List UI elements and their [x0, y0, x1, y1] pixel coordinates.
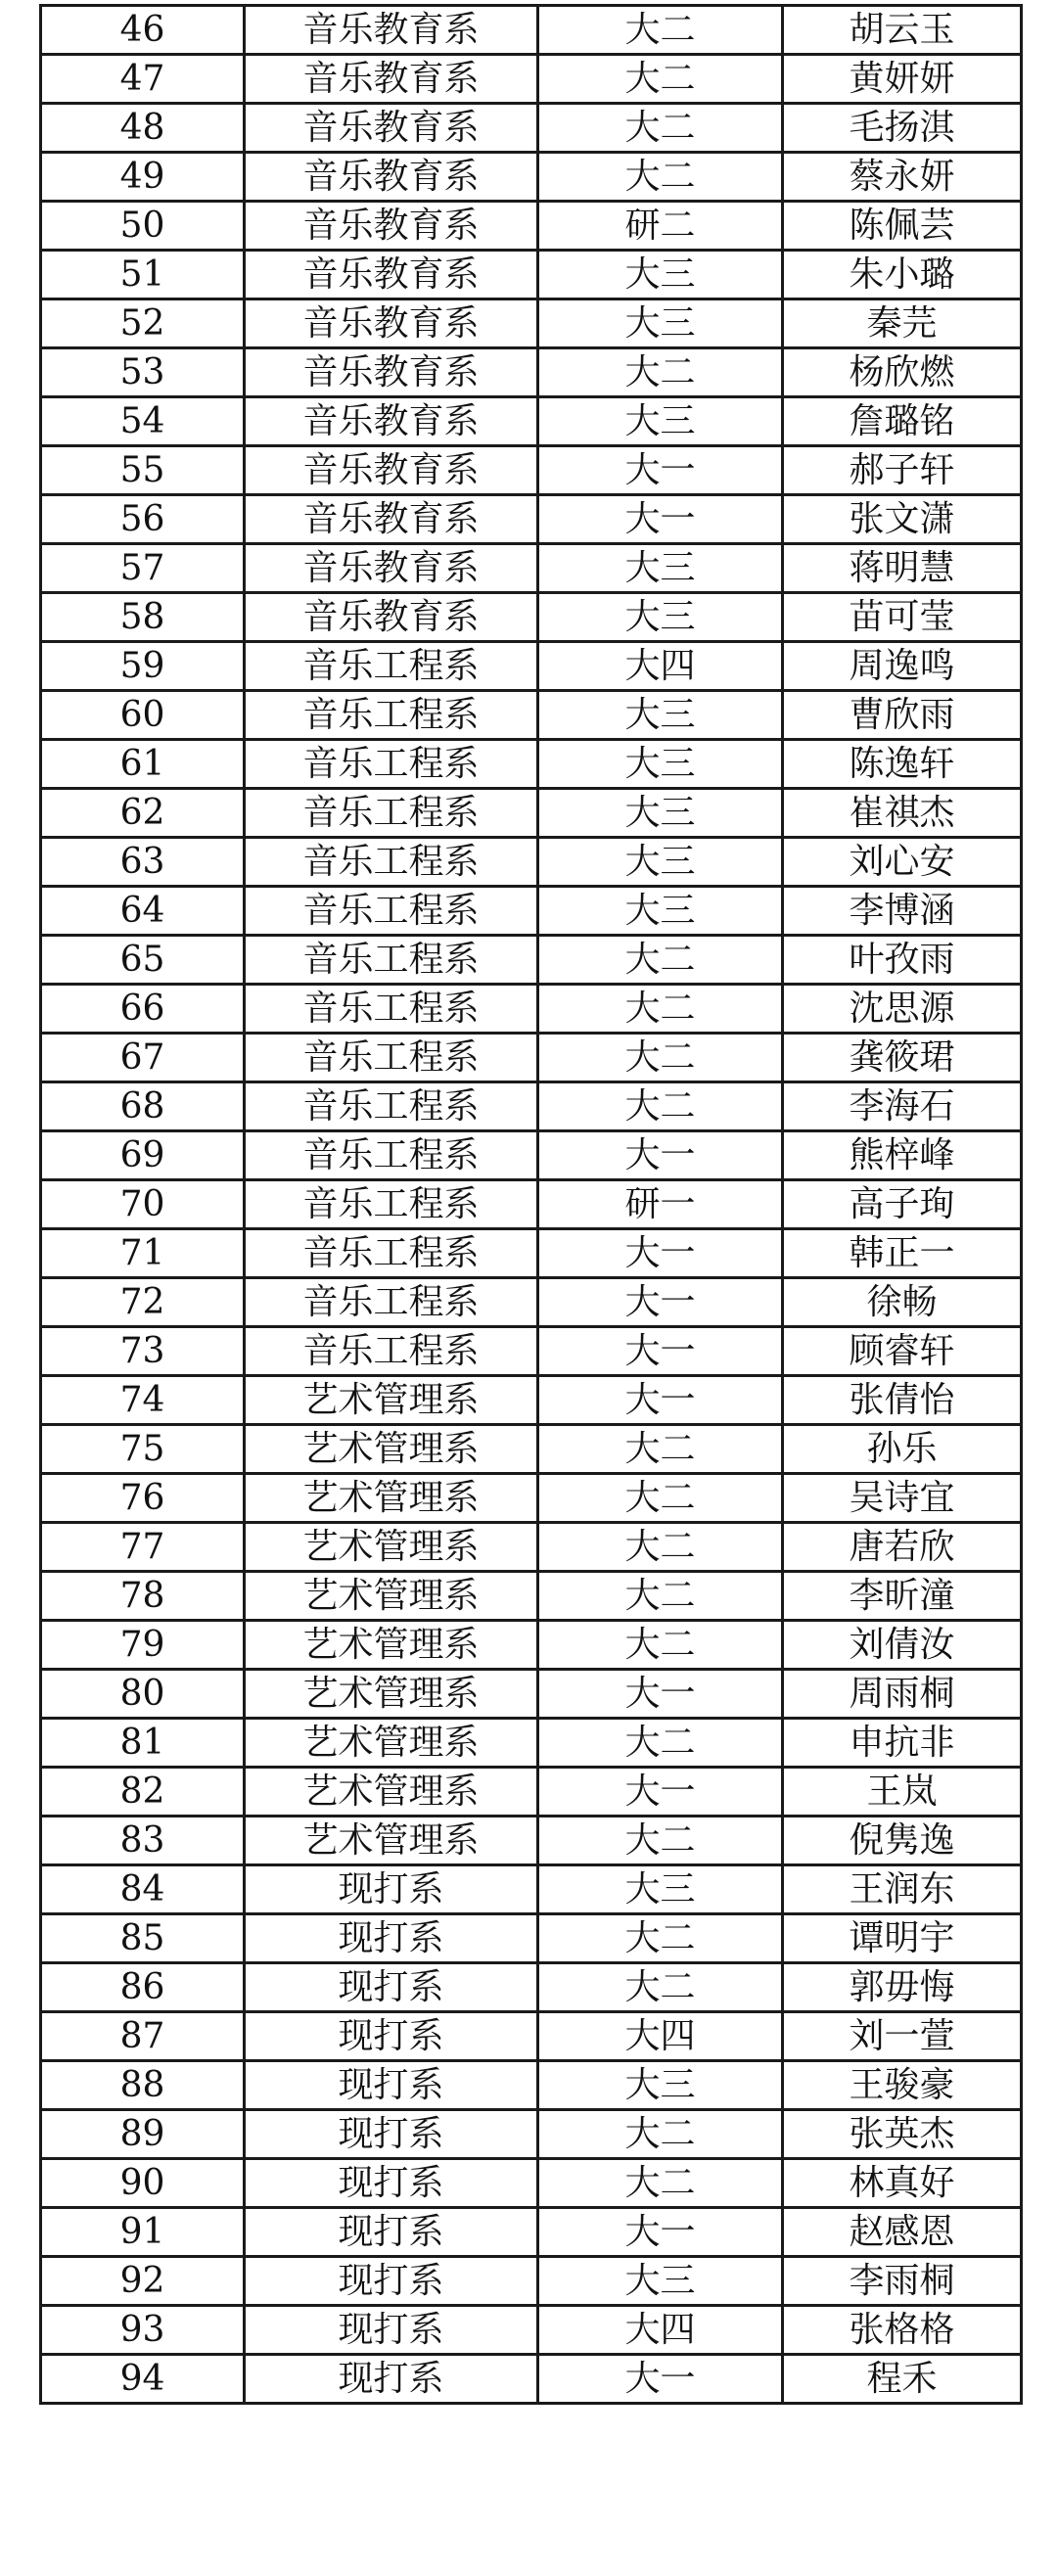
cell-year: 大一 — [538, 1278, 783, 1327]
cell-student-name: 龚筱珺 — [783, 1034, 1022, 1082]
table-row — [41, 1865, 1022, 1914]
cell-department: 音乐工程系 — [245, 740, 538, 789]
table-row — [41, 446, 1022, 495]
cell-student-name: 孙乐 — [783, 1425, 1022, 1474]
table-row — [41, 2355, 1022, 2404]
cell-student-name: 林真好 — [783, 2159, 1022, 2208]
cell-number: 77 — [41, 1523, 245, 1572]
cell-number: 61 — [41, 740, 245, 789]
table-row — [41, 985, 1022, 1034]
cell-department: 音乐教育系 — [245, 544, 538, 593]
table-row — [41, 1914, 1022, 1963]
cell-year: 大一 — [538, 2208, 783, 2257]
cell-department: 音乐工程系 — [245, 691, 538, 740]
cell-department: 音乐教育系 — [245, 495, 538, 544]
cell-year: 大三 — [538, 2061, 783, 2110]
cell-student-name: 张文潇 — [783, 495, 1022, 544]
cell-department: 现打系 — [245, 2257, 538, 2306]
cell-department: 现打系 — [245, 2159, 538, 2208]
cell-number: 58 — [41, 593, 245, 642]
cell-student-name: 王润东 — [783, 1865, 1022, 1914]
cell-department: 音乐教育系 — [245, 55, 538, 104]
cell-number: 91 — [41, 2208, 245, 2257]
cell-department: 音乐工程系 — [245, 887, 538, 936]
cell-department: 音乐工程系 — [245, 985, 538, 1034]
cell-department: 音乐教育系 — [245, 593, 538, 642]
cell-student-name: 叶孜雨 — [783, 936, 1022, 985]
cell-student-name: 刘倩汝 — [783, 1621, 1022, 1670]
cell-year: 大三 — [538, 1865, 783, 1914]
cell-number: 80 — [41, 1670, 245, 1719]
cell-year: 大三 — [538, 299, 783, 348]
cell-department: 音乐工程系 — [245, 1034, 538, 1082]
cell-department: 音乐工程系 — [245, 936, 538, 985]
cell-number: 67 — [41, 1034, 245, 1082]
cell-department: 艺术管理系 — [245, 1719, 538, 1768]
cell-number: 48 — [41, 104, 245, 153]
cell-year: 大二 — [538, 153, 783, 202]
cell-department: 艺术管理系 — [245, 1817, 538, 1865]
cell-student-name: 李海石 — [783, 1082, 1022, 1131]
cell-number: 81 — [41, 1719, 245, 1768]
cell-student-name: 杨欣燃 — [783, 348, 1022, 397]
cell-number: 49 — [41, 153, 245, 202]
cell-student-name: 赵感恩 — [783, 2208, 1022, 2257]
cell-student-name: 谭明宇 — [783, 1914, 1022, 1963]
cell-year: 大三 — [538, 397, 783, 446]
cell-year: 研一 — [538, 1180, 783, 1229]
table-row — [41, 153, 1022, 202]
table-row — [41, 740, 1022, 789]
table-row — [41, 251, 1022, 299]
cell-department: 现打系 — [245, 1914, 538, 1963]
cell-number: 59 — [41, 642, 245, 691]
table-row — [41, 1180, 1022, 1229]
cell-year: 大四 — [538, 2306, 783, 2355]
cell-department: 现打系 — [245, 2061, 538, 2110]
cell-year: 大一 — [538, 2355, 783, 2404]
cell-year: 大一 — [538, 1768, 783, 1817]
cell-year: 大三 — [538, 251, 783, 299]
cell-year: 大二 — [538, 104, 783, 153]
cell-student-name: 沈思源 — [783, 985, 1022, 1034]
cell-number: 54 — [41, 397, 245, 446]
table-row — [41, 1425, 1022, 1474]
cell-number: 84 — [41, 1865, 245, 1914]
cell-student-name: 唐若欣 — [783, 1523, 1022, 1572]
table-row — [41, 936, 1022, 985]
cell-number: 68 — [41, 1082, 245, 1131]
cell-department: 现打系 — [245, 1865, 538, 1914]
cell-year: 大一 — [538, 1229, 783, 1278]
cell-year: 大二 — [538, 936, 783, 985]
table-row — [41, 1474, 1022, 1523]
roster-table-container — [39, 4, 1020, 2405]
roster-table-body — [41, 6, 1022, 2404]
table-row — [41, 1523, 1022, 1572]
cell-number: 56 — [41, 495, 245, 544]
cell-year: 大二 — [538, 1621, 783, 1670]
cell-department: 现打系 — [245, 2306, 538, 2355]
cell-student-name: 程禾 — [783, 2355, 1022, 2404]
table-row — [41, 2159, 1022, 2208]
table-row — [41, 2208, 1022, 2257]
cell-year: 大二 — [538, 1719, 783, 1768]
cell-department: 音乐教育系 — [245, 104, 538, 153]
cell-year: 大三 — [538, 544, 783, 593]
cell-student-name: 苗可莹 — [783, 593, 1022, 642]
cell-department: 音乐工程系 — [245, 1229, 538, 1278]
table-row — [41, 1963, 1022, 2012]
cell-number: 92 — [41, 2257, 245, 2306]
cell-year: 大二 — [538, 55, 783, 104]
cell-number: 66 — [41, 985, 245, 1034]
table-row — [41, 348, 1022, 397]
cell-number: 85 — [41, 1914, 245, 1963]
cell-student-name: 蔡永妍 — [783, 153, 1022, 202]
table-row — [41, 202, 1022, 251]
cell-year: 大一 — [538, 1376, 783, 1425]
cell-year: 大二 — [538, 1523, 783, 1572]
cell-number: 60 — [41, 691, 245, 740]
cell-number: 87 — [41, 2012, 245, 2061]
cell-year: 大三 — [538, 593, 783, 642]
cell-year: 研二 — [538, 202, 783, 251]
table-row — [41, 397, 1022, 446]
cell-number: 63 — [41, 838, 245, 887]
cell-student-name: 李雨桐 — [783, 2257, 1022, 2306]
cell-number: 70 — [41, 1180, 245, 1229]
cell-student-name: 李昕潼 — [783, 1572, 1022, 1621]
cell-student-name: 詹璐铭 — [783, 397, 1022, 446]
cell-department: 音乐工程系 — [245, 1327, 538, 1376]
cell-department: 音乐教育系 — [245, 446, 538, 495]
cell-number: 65 — [41, 936, 245, 985]
cell-number: 90 — [41, 2159, 245, 2208]
cell-year: 大二 — [538, 1425, 783, 1474]
cell-student-name: 毛扬淇 — [783, 104, 1022, 153]
cell-department: 音乐工程系 — [245, 1082, 538, 1131]
cell-student-name: 蒋明慧 — [783, 544, 1022, 593]
cell-number: 86 — [41, 1963, 245, 2012]
cell-year: 大二 — [538, 1572, 783, 1621]
cell-student-name: 王骏豪 — [783, 2061, 1022, 2110]
cell-number: 51 — [41, 251, 245, 299]
cell-year: 大三 — [538, 740, 783, 789]
cell-student-name: 周雨桐 — [783, 1670, 1022, 1719]
cell-number: 78 — [41, 1572, 245, 1621]
table-row — [41, 1670, 1022, 1719]
cell-student-name: 崔祺杰 — [783, 789, 1022, 838]
cell-number: 75 — [41, 1425, 245, 1474]
cell-year: 大三 — [538, 691, 783, 740]
cell-student-name: 朱小璐 — [783, 251, 1022, 299]
cell-department: 音乐教育系 — [245, 299, 538, 348]
cell-student-name: 陈逸轩 — [783, 740, 1022, 789]
table-row — [41, 838, 1022, 887]
cell-number: 62 — [41, 789, 245, 838]
table-row — [41, 6, 1022, 55]
table-row — [41, 1082, 1022, 1131]
table-row — [41, 2110, 1022, 2159]
cell-department: 艺术管理系 — [245, 1621, 538, 1670]
cell-number: 93 — [41, 2306, 245, 2355]
table-row — [41, 1034, 1022, 1082]
cell-department: 音乐教育系 — [245, 202, 538, 251]
cell-number: 46 — [41, 6, 245, 55]
cell-department: 音乐教育系 — [245, 348, 538, 397]
table-row — [41, 2257, 1022, 2306]
cell-department: 艺术管理系 — [245, 1670, 538, 1719]
cell-department: 音乐教育系 — [245, 153, 538, 202]
cell-student-name: 郭毋悔 — [783, 1963, 1022, 2012]
table-row — [41, 691, 1022, 740]
cell-department: 音乐工程系 — [245, 1278, 538, 1327]
roster-table — [39, 4, 1023, 2405]
cell-department: 音乐教育系 — [245, 6, 538, 55]
cell-year: 大三 — [538, 887, 783, 936]
cell-student-name: 秦芫 — [783, 299, 1022, 348]
cell-department: 现打系 — [245, 2355, 538, 2404]
cell-student-name: 周逸鸣 — [783, 642, 1022, 691]
cell-department: 音乐工程系 — [245, 1131, 538, 1180]
cell-student-name: 熊梓峰 — [783, 1131, 1022, 1180]
cell-number: 69 — [41, 1131, 245, 1180]
cell-student-name: 张格格 — [783, 2306, 1022, 2355]
cell-year: 大二 — [538, 1817, 783, 1865]
cell-number: 79 — [41, 1621, 245, 1670]
cell-year: 大一 — [538, 1327, 783, 1376]
cell-department: 现打系 — [245, 2012, 538, 2061]
table-row — [41, 2012, 1022, 2061]
cell-student-name: 张英杰 — [783, 2110, 1022, 2159]
cell-year: 大三 — [538, 2257, 783, 2306]
cell-number: 83 — [41, 1817, 245, 1865]
cell-department: 艺术管理系 — [245, 1768, 538, 1817]
cell-number: 52 — [41, 299, 245, 348]
cell-number: 71 — [41, 1229, 245, 1278]
cell-year: 大三 — [538, 838, 783, 887]
table-row — [41, 544, 1022, 593]
cell-student-name: 陈佩芸 — [783, 202, 1022, 251]
cell-student-name: 张倩怡 — [783, 1376, 1022, 1425]
table-row — [41, 789, 1022, 838]
cell-number: 64 — [41, 887, 245, 936]
cell-department: 音乐教育系 — [245, 397, 538, 446]
cell-department: 音乐工程系 — [245, 838, 538, 887]
cell-student-name: 郝子轩 — [783, 446, 1022, 495]
cell-department: 艺术管理系 — [245, 1474, 538, 1523]
cell-year: 大四 — [538, 2012, 783, 2061]
cell-department: 现打系 — [245, 1963, 538, 2012]
cell-student-name: 王岚 — [783, 1768, 1022, 1817]
table-row — [41, 1719, 1022, 1768]
table-row — [41, 2306, 1022, 2355]
table-row — [41, 887, 1022, 936]
cell-student-name: 胡云玉 — [783, 6, 1022, 55]
cell-student-name: 黄妍妍 — [783, 55, 1022, 104]
cell-number: 53 — [41, 348, 245, 397]
cell-student-name: 刘心安 — [783, 838, 1022, 887]
cell-student-name: 吴诗宜 — [783, 1474, 1022, 1523]
cell-year: 大一 — [538, 446, 783, 495]
cell-student-name: 高子珣 — [783, 1180, 1022, 1229]
table-row — [41, 1131, 1022, 1180]
table-row — [41, 1327, 1022, 1376]
cell-year: 大四 — [538, 642, 783, 691]
cell-department: 音乐工程系 — [245, 1180, 538, 1229]
table-row — [41, 2061, 1022, 2110]
cell-department: 现打系 — [245, 2208, 538, 2257]
cell-year: 大二 — [538, 1914, 783, 1963]
table-row — [41, 1768, 1022, 1817]
table-row — [41, 1817, 1022, 1865]
cell-student-name: 徐畅 — [783, 1278, 1022, 1327]
cell-student-name: 倪隽逸 — [783, 1817, 1022, 1865]
table-row — [41, 1572, 1022, 1621]
table-row — [41, 1376, 1022, 1425]
cell-student-name: 申抗非 — [783, 1719, 1022, 1768]
cell-year: 大二 — [538, 2159, 783, 2208]
cell-year: 大二 — [538, 1034, 783, 1082]
cell-number: 82 — [41, 1768, 245, 1817]
cell-year: 大二 — [538, 985, 783, 1034]
cell-year: 大一 — [538, 495, 783, 544]
table-row — [41, 1278, 1022, 1327]
cell-student-name: 曹欣雨 — [783, 691, 1022, 740]
cell-year: 大一 — [538, 1131, 783, 1180]
table-row — [41, 495, 1022, 544]
cell-department: 艺术管理系 — [245, 1376, 538, 1425]
cell-department: 现打系 — [245, 2110, 538, 2159]
cell-department: 音乐工程系 — [245, 789, 538, 838]
table-row — [41, 642, 1022, 691]
cell-number: 94 — [41, 2355, 245, 2404]
cell-number: 50 — [41, 202, 245, 251]
table-row — [41, 104, 1022, 153]
table-row — [41, 299, 1022, 348]
cell-year: 大一 — [538, 1670, 783, 1719]
cell-student-name: 李博涵 — [783, 887, 1022, 936]
cell-number: 55 — [41, 446, 245, 495]
table-row — [41, 1621, 1022, 1670]
cell-department: 音乐教育系 — [245, 251, 538, 299]
table-row — [41, 1229, 1022, 1278]
cell-number: 47 — [41, 55, 245, 104]
cell-number: 76 — [41, 1474, 245, 1523]
table-row — [41, 593, 1022, 642]
cell-number: 57 — [41, 544, 245, 593]
cell-year: 大二 — [538, 1474, 783, 1523]
cell-year: 大二 — [538, 1082, 783, 1131]
cell-year: 大三 — [538, 789, 783, 838]
cell-year: 大二 — [538, 2110, 783, 2159]
table-row — [41, 55, 1022, 104]
cell-number: 88 — [41, 2061, 245, 2110]
cell-student-name: 刘一萱 — [783, 2012, 1022, 2061]
cell-student-name: 顾睿轩 — [783, 1327, 1022, 1376]
cell-department: 艺术管理系 — [245, 1425, 538, 1474]
cell-year: 大二 — [538, 348, 783, 397]
cell-department: 艺术管理系 — [245, 1523, 538, 1572]
cell-student-name: 韩正一 — [783, 1229, 1022, 1278]
cell-number: 74 — [41, 1376, 245, 1425]
cell-number: 89 — [41, 2110, 245, 2159]
cell-department: 音乐工程系 — [245, 642, 538, 691]
cell-number: 73 — [41, 1327, 245, 1376]
cell-year: 大二 — [538, 1963, 783, 2012]
cell-number: 72 — [41, 1278, 245, 1327]
cell-year: 大二 — [538, 6, 783, 55]
cell-department: 艺术管理系 — [245, 1572, 538, 1621]
